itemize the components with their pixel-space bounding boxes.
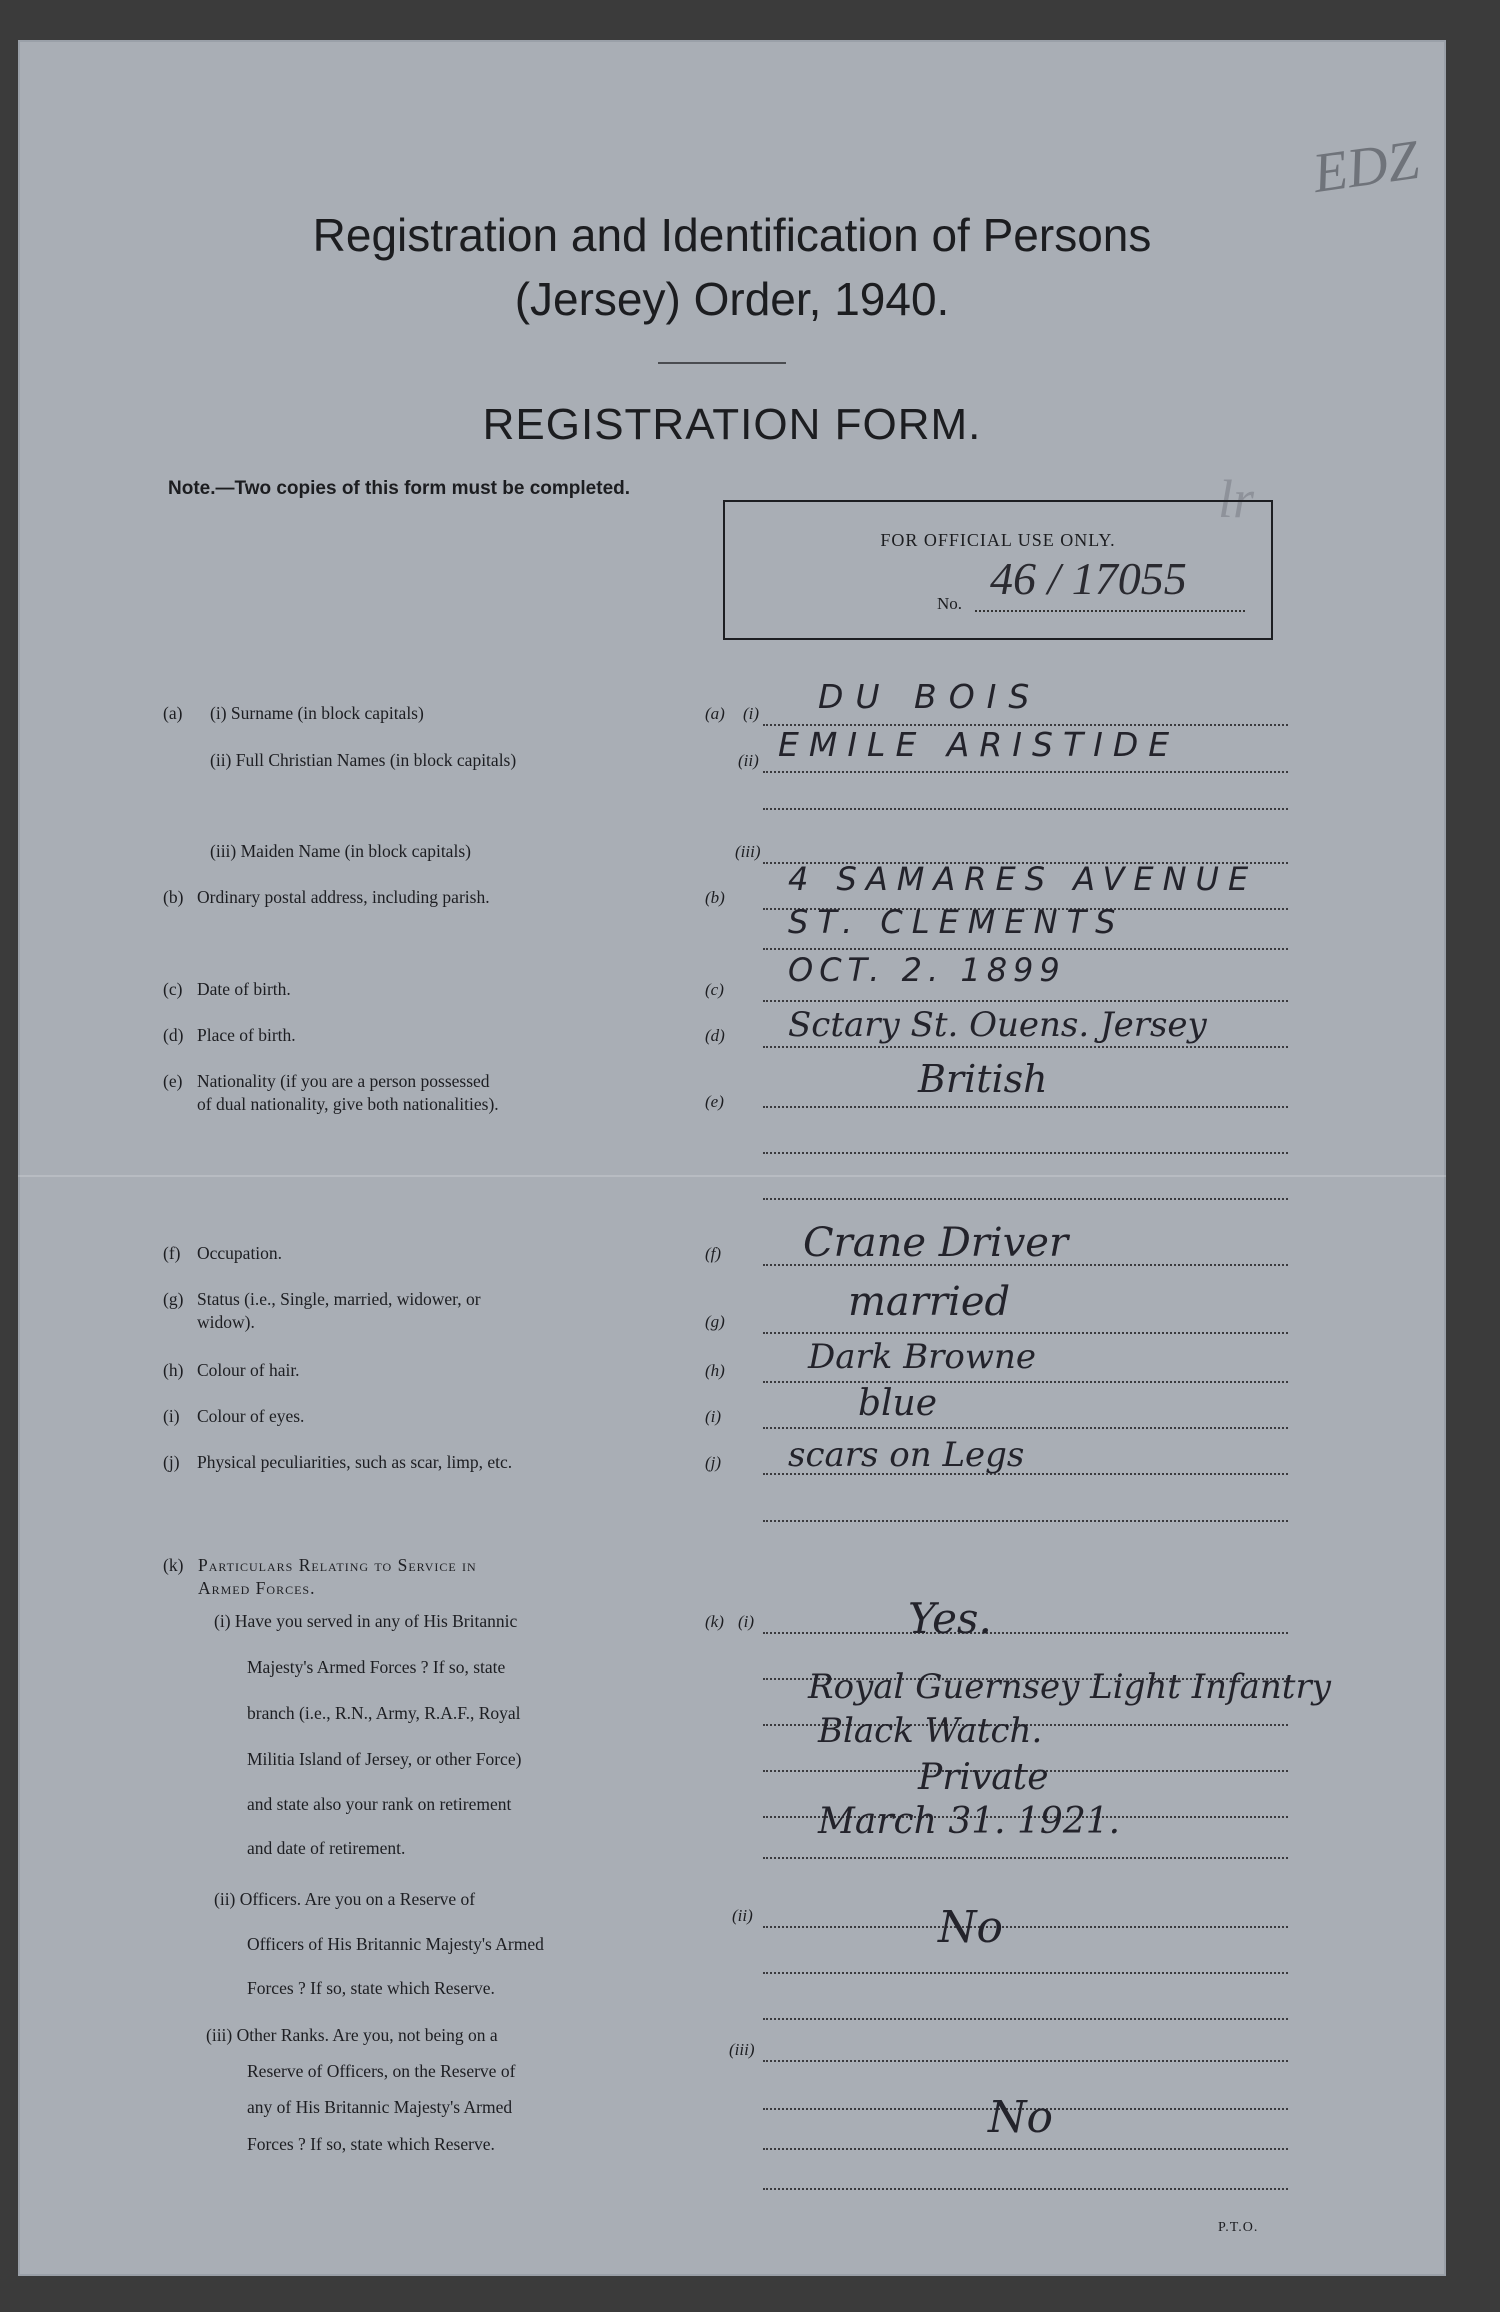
question-eyes: Colour of eyes. <box>197 1406 305 1426</box>
answer-eye-colour: blue <box>858 1383 938 1424</box>
question-k-i-line-5: and state also your rank on retirement <box>247 1794 512 1814</box>
answer-line <box>763 1152 1288 1154</box>
answer-officers-reserve: No <box>938 1902 1003 1953</box>
question-armed-forces-heading-2: Armed Forces. <box>198 1578 316 1598</box>
answer-a-i-label: (i) <box>743 704 760 723</box>
question-dob: Date of birth. <box>197 979 291 999</box>
note-text: Note.—Two copies of this form must be completed. <box>168 478 631 499</box>
answer-e-label: (e) <box>705 1092 724 1111</box>
page-title-line-1: Registration and Identification of Persons <box>312 209 1152 261</box>
registration-form-sheet <box>18 40 1446 2276</box>
question-k-iii-line-1: (iii) Other Ranks. Are you, not being on a <box>206 2025 498 2045</box>
answer-line <box>763 948 1288 950</box>
question-b-letter: (b) <box>163 887 184 907</box>
answer-line <box>763 1106 1288 1108</box>
answer-place-of-birth: Sctary St. Ouens. Jersey <box>788 1005 1207 1045</box>
answer-a-iii-label: (iii) <box>735 842 761 861</box>
question-armed-forces-heading-1: Particulars Relating to Service in <box>198 1555 477 1575</box>
answer-k-iii-label: (iii) <box>729 2040 755 2059</box>
question-f-letter: (f) <box>163 1243 181 1263</box>
answer-line <box>763 771 1288 773</box>
answer-a-label: (a) <box>705 704 725 723</box>
answer-line <box>763 2060 1288 2062</box>
corner-pencil-mark: EDZ <box>1309 128 1423 206</box>
answer-service-yes: Yes. <box>908 1594 992 1643</box>
question-status-2: widow). <box>197 1312 255 1332</box>
answer-k-label: (k) <box>705 1612 724 1631</box>
answer-status: married <box>848 1279 1011 1325</box>
question-birthplace: Place of birth. <box>197 1025 296 1045</box>
question-k-iii-line-4: Forces ? If so, state which Reserve. <box>247 2134 495 2154</box>
question-k-i-line-3: branch (i.e., R.N., Army, R.A.F., Royal <box>247 1703 521 1723</box>
question-c-letter: (c) <box>163 979 183 999</box>
answer-line <box>763 1632 1288 1634</box>
question-hair: Colour of hair. <box>197 1360 300 1380</box>
question-k-i-line-4: Militia Island of Jersey, or other Force) <box>247 1749 522 1769</box>
answer-line <box>763 808 1288 810</box>
question-christian-names: (ii) Full Christian Names (in block capitals) <box>210 750 517 770</box>
answer-d-label: (d) <box>705 1026 725 1045</box>
question-occupation: Occupation. <box>197 1243 283 1263</box>
question-k-ii-line-2: Officers of His Britannic Majesty's Armed <box>247 1934 544 1954</box>
answer-line <box>763 2188 1288 2190</box>
official-use-heading: FOR OFFICIAL USE ONLY. <box>880 530 1116 550</box>
question-k-i-line-1: (i) Have you served in any of His Britannic <box>214 1611 518 1631</box>
answer-other-ranks-reserve: No <box>988 2092 1053 2143</box>
question-address: Ordinary postal address, including parish. <box>197 887 490 907</box>
page-title-line-2: (Jersey) Order, 1940. <box>514 273 950 325</box>
answer-line <box>763 2018 1288 2020</box>
official-use-box <box>723 500 1273 640</box>
answer-occupation: Crane Driver <box>803 1220 1069 1266</box>
question-h-letter: (h) <box>163 1360 184 1380</box>
question-d-letter: (d) <box>163 1025 184 1045</box>
answer-address-line-1: 4 SAMARES AVENUE <box>788 860 1258 898</box>
question-k-i-line-2: Majesty's Armed Forces ? If so, state <box>247 1657 506 1677</box>
answer-service-branch-2: Black Watch. <box>818 1711 1043 1751</box>
question-k-i-line-6: and date of retirement. <box>247 1838 406 1858</box>
answer-line <box>763 1198 1288 1200</box>
answer-a-ii-label: (ii) <box>738 751 759 770</box>
question-k-iii-line-3: any of His Britannic Majesty's Armed <box>247 2097 513 2117</box>
page-turn-over-note: P.T.O. <box>1218 2220 1259 2235</box>
title-divider <box>658 362 786 364</box>
answer-line <box>763 1332 1288 1334</box>
question-maiden-name: (iii) Maiden Name (in block capitals) <box>210 841 471 861</box>
answer-line <box>763 1972 1288 1974</box>
answer-k-i-label: (i) <box>738 1612 755 1631</box>
answer-c-label: (c) <box>705 980 724 999</box>
question-e-letter: (e) <box>163 1071 183 1091</box>
answer-physical-peculiarities: scars on Legs <box>788 1435 1025 1475</box>
answer-date-of-birth: OCT. 2. 1899 <box>788 951 1066 989</box>
answer-christian-names: EMILE ARISTIDE <box>778 725 1180 764</box>
answer-k-ii-label: (ii) <box>732 1906 753 1925</box>
answer-surname: DU BOIS <box>818 677 1042 716</box>
question-peculiarities: Physical peculiarities, such as scar, limp, etc. <box>197 1452 513 1472</box>
question-k-ii-line-3: Forces ? If so, state which Reserve. <box>247 1978 495 1998</box>
question-surname: (i) Surname (in block capitals) <box>210 703 424 723</box>
registration-number-label: No. <box>937 594 963 613</box>
fold-line <box>18 1175 1446 1177</box>
answer-b-label: (b) <box>705 888 725 907</box>
registration-number-line <box>975 610 1245 612</box>
answer-nationality: British <box>918 1057 1048 1101</box>
answer-line <box>763 1520 1288 1522</box>
answer-line <box>763 1926 1288 1928</box>
answer-service-branch-1: Royal Guernsey Light Infantry <box>808 1667 1331 1707</box>
question-i-letter: (i) <box>163 1406 180 1426</box>
registration-number: 46 / 17055 <box>990 553 1187 604</box>
question-j-letter: (j) <box>163 1452 180 1472</box>
answer-address-line-2: ST. CLEMENTS <box>788 903 1125 941</box>
answer-i-label: (i) <box>705 1407 722 1426</box>
question-k-iii-line-2: Reserve of Officers, on the Reserve of <box>247 2061 516 2081</box>
answer-line <box>763 2148 1288 2150</box>
question-k-letter: (k) <box>163 1555 184 1575</box>
question-status-1: Status (i.e., Single, married, widower, or <box>197 1289 481 1309</box>
answer-service-rank: Private <box>918 1757 1049 1798</box>
answer-line <box>763 1046 1288 1048</box>
pencil-initials: lr <box>1218 469 1255 529</box>
answer-line <box>763 1381 1288 1383</box>
question-a-letter: (a) <box>163 703 183 723</box>
question-k-ii-line-1: (ii) Officers. Are you on a Reserve of <box>214 1889 476 1909</box>
form-title: REGISTRATION FORM. <box>482 400 982 449</box>
answer-f-label: (f) <box>705 1244 722 1263</box>
answer-service-retirement-date: March 31. 1921. <box>818 1801 1121 1842</box>
answer-hair-colour: Dark Browne <box>808 1337 1037 1377</box>
question-nationality-2: of dual nationality, give both nationalities). <box>197 1094 499 1114</box>
answer-line <box>763 1427 1288 1429</box>
answer-j-label: (j) <box>705 1453 722 1472</box>
answer-line <box>763 1000 1288 1002</box>
question-g-letter: (g) <box>163 1289 184 1309</box>
answer-g-label: (g) <box>705 1312 725 1331</box>
answer-h-label: (h) <box>705 1361 725 1380</box>
question-nationality-1: Nationality (if you are a person possessed <box>197 1071 490 1091</box>
answer-line <box>763 1857 1288 1859</box>
